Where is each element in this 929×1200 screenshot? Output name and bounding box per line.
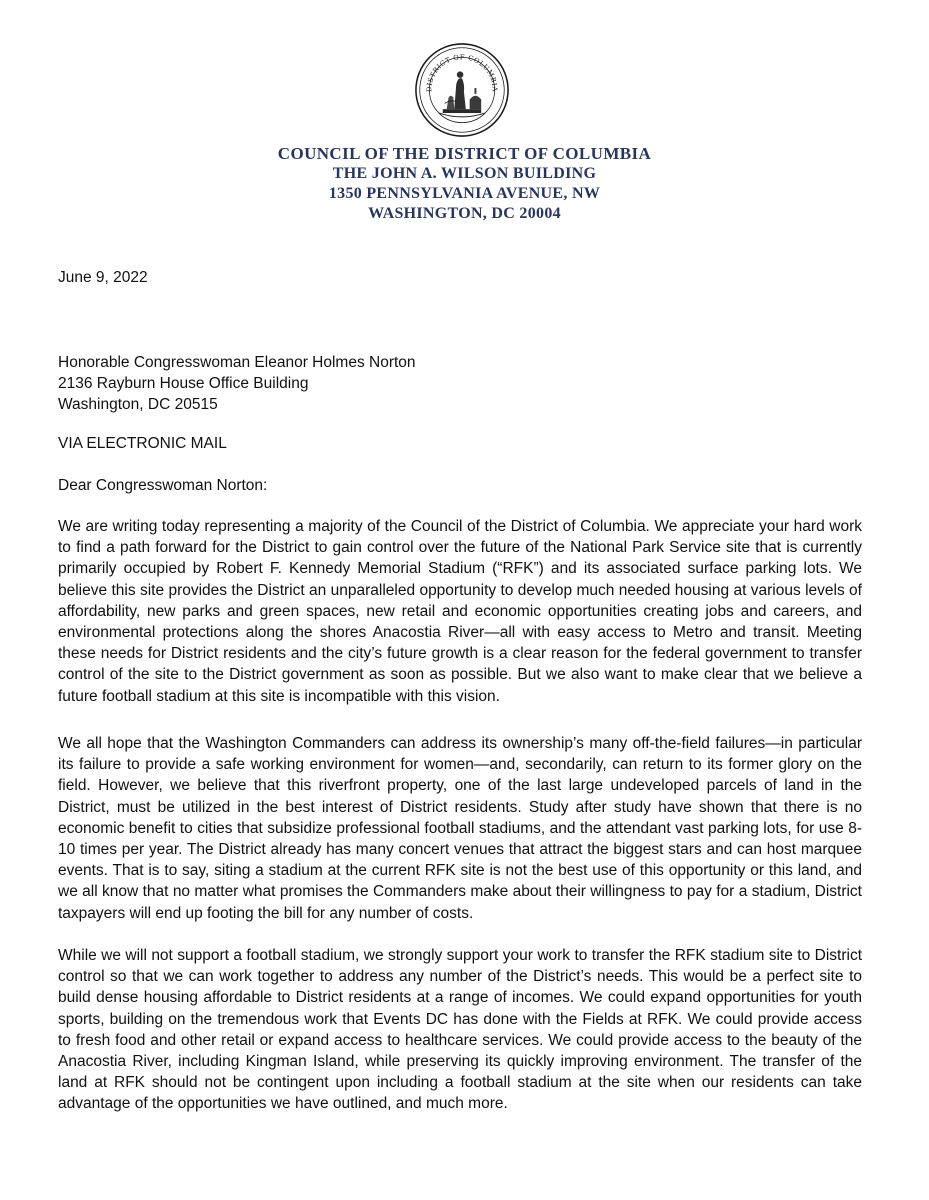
- recipient-name: Honorable Congresswoman Eleanor Holmes Norton: [58, 354, 416, 371]
- seal-text: DISTRICT OF COLUMBIA: [425, 53, 499, 93]
- letter-date: June 9, 2022: [58, 269, 148, 286]
- city-address: WASHINGTON, DC 20004: [368, 205, 561, 222]
- salutation: Dear Congresswoman Norton:: [58, 477, 268, 494]
- body-paragraph-2: We all hope that the Washington Commanders can address its ownership’s many off-the-field failures—in particular its failure to provide a safe working environment for women—and, secondarily, can return to its former glory on the field. However, we believe that this riverfront property, one of the last large undeveloped parcels of land in the District, must be utilized in the best interest of District residents. Study after study have shown that there is no economic benefit to cities that subsidize professional football stadiums, and the attendant vast parking lots, for use 8-10 times per year. The District already has many concert venues that attract the biggest stars and can host marquee events. That is to say, siting a stadium at the current RFK site is not the best use of this opportunity or this land, and we all know that no matter what promises the Commanders make about their willingness to pay for a stadium, District taxpayers will end up footing the bill for any number of costs.: [58, 735, 862, 922]
- delivery-method: VIA ELECTRONIC MAIL: [58, 435, 227, 452]
- recipient-address-line2: Washington, DC 20515: [58, 396, 218, 413]
- body-paragraph-1: We are writing today representing a majority of the Council of the District of Columbia. We appreciate your hard work to find a path forward for the District to gain control over the future of the National Park Service site that is currently primarily occupied by Robert F. Kennedy Memorial Stadium (“RFK”) and its associated surface parking lots. We believe this site provides the District an unparalleled opportunity to develop much needed housing at various levels of affordability, new parks and green spaces, new retail and economic opportunities creating jobs and careers, and environmental protections along the shores Anacostia River—all with easy access to Metro and transit. Meeting these needs for District residents and the city’s future growth is a clear reason for the federal government to transfer control of the site to the District government as soon as possible. But we also want to make clear that we believe a future football stadium at this site is incompatible with this vision.: [58, 518, 862, 705]
- council-name: COUNCIL OF THE DISTRICT OF COLUMBIA: [277, 144, 652, 163]
- street-address: 1350 PENNSYLVANIA AVENUE, NW: [328, 185, 601, 202]
- building-name: THE JOHN A. WILSON BUILDING: [332, 165, 597, 182]
- recipient-block: [58, 352, 416, 415]
- letterhead: [0, 144, 929, 224]
- district-seal-icon: [414, 42, 510, 138]
- recipient-address-line1: 2136 Rayburn House Office Building: [58, 375, 309, 392]
- body-paragraph-3: While we will not support a football stadium, we strongly support your work to transfer the RFK stadium site to District control so that we can work together to address any number of the District’s needs. This would be a perfect site to build dense housing affordable to District residents at a range of incomes. We could expand opportunities for youth sports, building on the tremendous work that Events DC has done with the Fields at RFK. We could provide access to fresh food and other retail or expand access to healthcare services. We could provide access to the beauty of the Anacostia River, including Kingman Island, while preserving its quickly improving environment. The transfer of the land at RFK should not be contingent upon including a football stadium at the site when our residents can take advantage of the opportunities we have outlined, and much more.: [58, 947, 862, 1113]
